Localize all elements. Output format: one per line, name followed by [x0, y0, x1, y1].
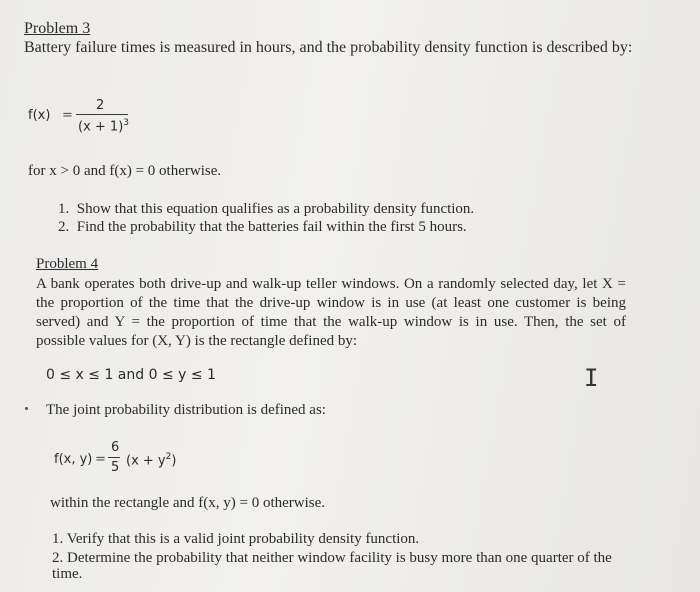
text-cursor-icon: I — [584, 364, 599, 392]
fxy-rhs: $(x + y^2)$ — [126, 452, 177, 469]
fx-denominator: $(x + 1)^3$ — [78, 118, 129, 135]
fxy-lhs: f(x, y) — [54, 452, 93, 467]
problem-3-item-2: 2. Find the probability that the batteries fail within the first 5 hours. — [58, 219, 467, 235]
problem-3-item-1: 1. Show that this equation qualifies as a probability density function. — [58, 201, 475, 217]
fxy-denominator: 5 — [111, 460, 120, 475]
problem-4-title: Problem 4 — [36, 256, 99, 272]
problem-3-condition: for x > 0 and f(x) = 0 otherwise. — [28, 163, 222, 179]
fx-equals: = — [62, 108, 73, 123]
fx-lhs: f(x) — [28, 108, 51, 123]
fx-fraction-bar — [76, 114, 128, 115]
bullet-dot — [25, 407, 28, 410]
fxy-fraction-bar — [108, 457, 120, 458]
problem-4-joint-label: The joint probability distribution is defined as: — [46, 402, 326, 418]
problem-4-intro: A bank operates both drive-up and walk-up teller windows. On a randomly selected day, let X = the proportion of the time that the drive-up window is in use (at least one customer is being served) and Y = the proportion of time that the walk-up window is in use. Then, the set of possible values for (X, Y) is the rectangle defined by: — [36, 276, 626, 349]
problem-4-rectangle: 0 ≤ x ≤ 1 and 0 ≤ y ≤ 1 — [46, 367, 216, 383]
problem-3-title: Problem 3 — [24, 20, 91, 37]
fxy-numerator: 6 — [111, 440, 120, 455]
fxy-equals: = — [95, 452, 106, 467]
problem-4-item-1: 1. Verify that this is a valid joint probability density function. — [52, 531, 420, 547]
problem-3-intro: Battery failure times is measured in hours, and the probability density function is described by: — [24, 39, 633, 56]
fx-numerator: 2 — [96, 98, 105, 113]
problem-4-item-2: 2. Determine the probability that neither window facility is busy more than one quarter of the time. — [52, 550, 612, 582]
problem-4-condition: within the rectangle and f(x, y) = 0 otherwise. — [50, 495, 326, 511]
